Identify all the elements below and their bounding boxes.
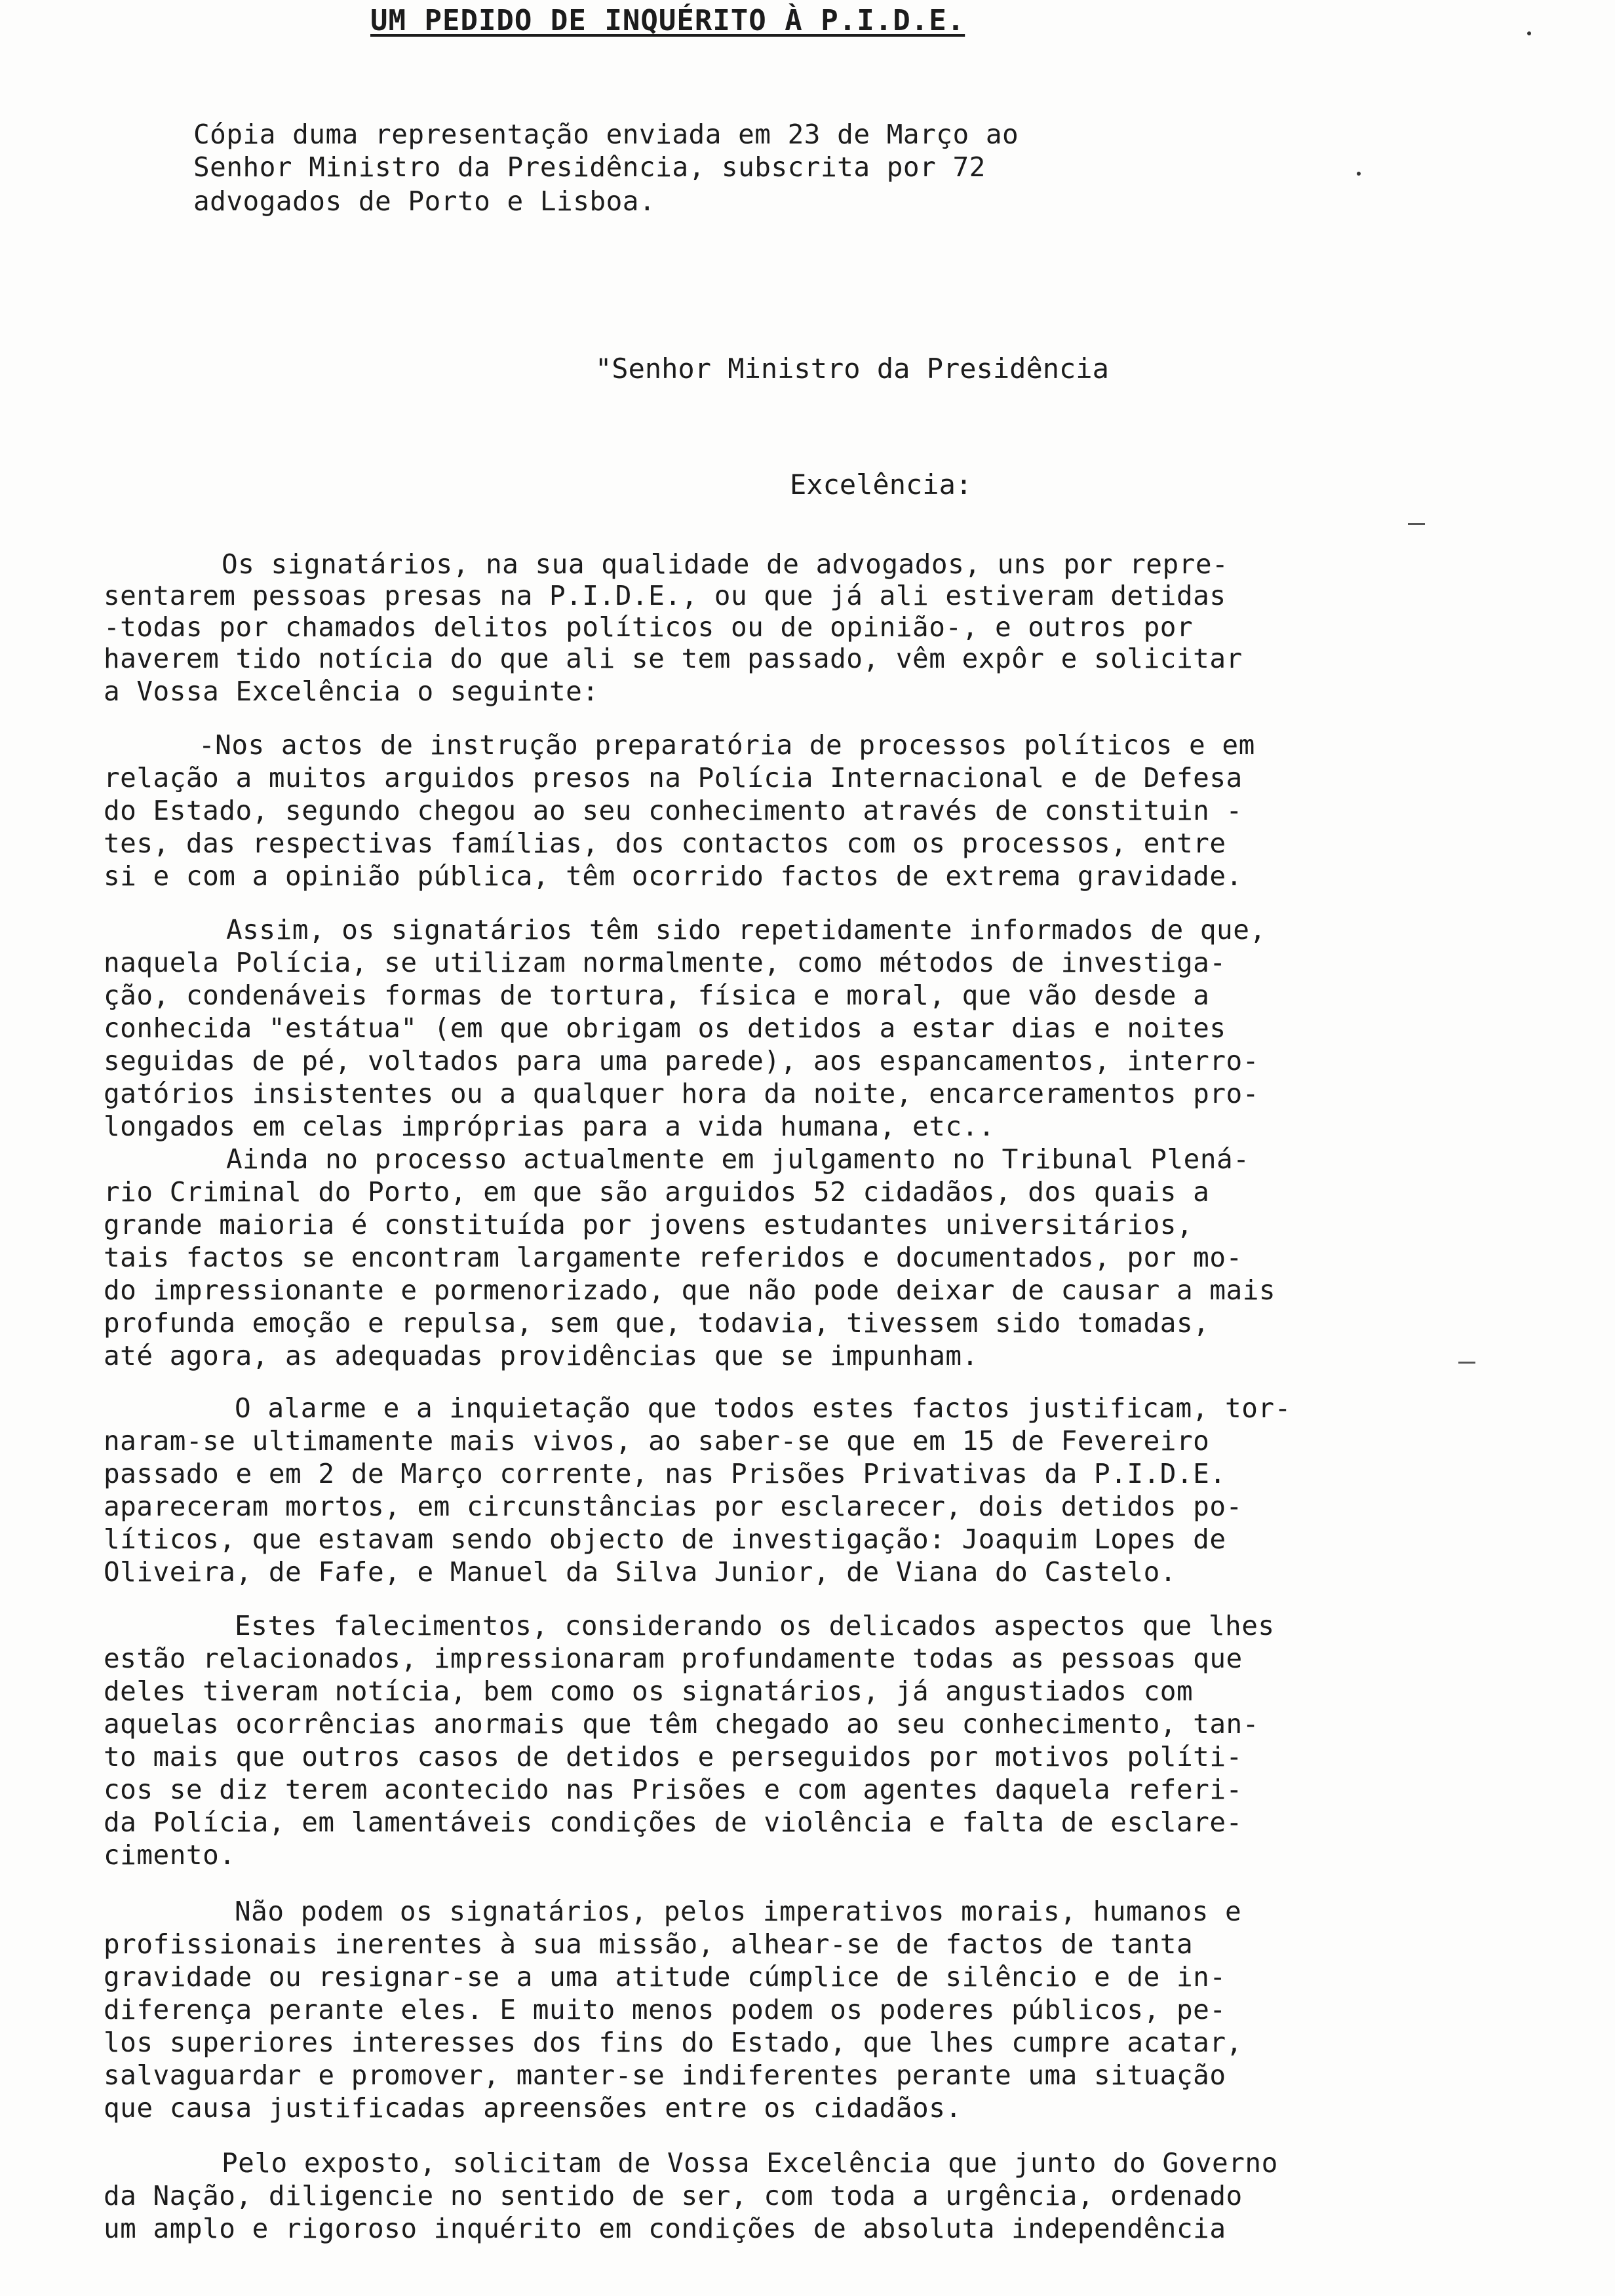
body-line: Ainda no processo actualmente em julgamento no Tribunal Plená-: [226, 1143, 1250, 1175]
intro-line: Senhor Ministro da Presidência, subscrita por 72: [193, 151, 986, 183]
body-line: profissionais inerentes à sua missão, alhear-se de factos de tanta: [104, 1928, 1194, 1960]
body-line: conhecida "estátua" (em que obrigam os detidos a estar dias e noites: [104, 1012, 1226, 1044]
body-line: naram-se ultimamente mais vivos, ao saber-se que em 15 de Fevereiro: [104, 1425, 1210, 1457]
body-line: grande maioria é constituída por jovens estudantes universitários,: [104, 1209, 1194, 1240]
body-line: do Estado, segundo chegou ao seu conhecimento através de constituin -: [104, 795, 1243, 826]
body-line: -Nos actos de instrução preparatória de processos políticos e em: [199, 729, 1255, 761]
body-line: tes, das respectivas famílias, dos contactos com os processos, entre: [104, 828, 1226, 859]
body-line: gravidade ou resignar-se a uma atitude cúmplice de silêncio e de in-: [104, 1961, 1226, 1993]
body-line: rio Criminal do Porto, em que são arguidos 52 cidadãos, dos quais a: [104, 1176, 1210, 1208]
body-line: até agora, as adequadas providências que se impunham.: [104, 1340, 979, 1371]
document-title: UM PEDIDO DE INQUÉRITO À P.I.D.E.: [370, 4, 965, 37]
body-line: diferença perante eles. E muito menos podem os poderes públicos, pe-: [104, 1994, 1226, 2025]
body-line: um amplo e rigoroso inquérito em condições de absoluta independência: [104, 2213, 1226, 2244]
scan-speck: [1408, 523, 1425, 525]
body-line: tais factos se encontram largamente referidos e documentados, por mo-: [104, 1242, 1243, 1273]
body-line: líticos, que estavam sendo objecto de investigação: Joaquim Lopes de: [104, 1523, 1226, 1555]
body-line: a Vossa Excelência o seguinte:: [104, 676, 599, 707]
body-line: ção, condenáveis formas de tortura, física e moral, que vão desde a: [104, 980, 1210, 1011]
body-line: apareceram mortos, em circunstâncias por esclarecer, dois detidos po-: [104, 1491, 1243, 1522]
body-line: sentarem pessoas presas na P.I.D.E., ou que já ali estiveram detidas: [104, 580, 1226, 611]
body-line: aquelas ocorrências anormais que têm chegado ao seu conhecimento, tan-: [104, 1708, 1259, 1740]
body-line: profunda emoção e repulsa, sem que, todavia, tivessem sido tomadas,: [104, 1307, 1210, 1339]
body-line: Não podem os signatários, pelos imperativos morais, humanos e: [235, 1896, 1242, 1927]
scan-speck: [1458, 1362, 1475, 1364]
scan-speck: [1527, 31, 1531, 35]
body-line: naquela Polícia, se utilizam normalmente, como métodos de investiga-: [104, 947, 1226, 978]
salutation: "Senhor Ministro da Presidência: [595, 353, 1109, 385]
body-line: cimento.: [104, 1839, 236, 1871]
intro-line: Cópia duma representação enviada em 23 de Março ao: [193, 119, 1019, 150]
body-line: O alarme e a inquietação que todos estes factos justificam, tor-: [235, 1392, 1291, 1424]
intro-line: advogados de Porto e Lisboa.: [193, 185, 656, 217]
body-line: estão relacionados, impressionaram profundamente todas as pessoas que: [104, 1643, 1243, 1674]
body-line: salvaguardar e promover, manter-se indiferentes perante uma situação: [104, 2059, 1226, 2091]
body-line: -todas por chamados delitos políticos ou de opinião-, e outros por: [104, 611, 1194, 643]
body-line: que causa justificadas apreensões entre os cidadãos.: [104, 2092, 962, 2124]
body-line: da Polícia, em lamentáveis condições de violência e falta de esclare-: [104, 1807, 1243, 1838]
body-line: Estes falecimentos, considerando os delicados aspectos que lhes: [235, 1610, 1275, 1641]
body-line: longados em celas impróprias para a vida humana, etc..: [104, 1111, 995, 1142]
body-line: to mais que outros casos de detidos e perseguidos por motivos políti-: [104, 1741, 1243, 1772]
body-line: passado e em 2 de Março corrente, nas Prisões Privativas da P.I.D.E.: [104, 1458, 1226, 1489]
body-line: relação a muitos arguidos presos na Polícia Internacional e de Defesa: [104, 762, 1243, 794]
body-line: Pelo exposto, solicitam de Vossa Excelência que junto do Governo: [222, 2147, 1278, 2179]
greeting: Excelência:: [790, 469, 973, 501]
body-line: seguidas de pé, voltados para uma parede), aos espancamentos, interro-: [104, 1045, 1259, 1077]
body-line: Assim, os signatários têm sido repetidamente informados de que,: [226, 914, 1266, 946]
body-line: haverem tido notícia do que ali se tem passado, vêm expôr e solicitar: [104, 643, 1243, 674]
body-line: los superiores interesses dos fins do Estado, que lhes cumpre acatar,: [104, 2027, 1243, 2058]
body-line: cos se diz terem acontecido nas Prisões e com agentes daquela referi-: [104, 1774, 1243, 1805]
body-line: si e com a opinião pública, têm ocorrido factos de extrema gravidade.: [104, 860, 1243, 892]
body-line: do impressionante e pormenorizado, que não pode deixar de causar a mais: [104, 1274, 1276, 1306]
body-line: deles tiveram notícia, bem como os signatários, já angustiados com: [104, 1675, 1194, 1707]
body-line: gatórios insistentes ou a qualquer hora da noite, encarceramentos pro-: [104, 1078, 1259, 1109]
body-line: Os signatários, na sua qualidade de advogados, uns por repre-: [222, 548, 1229, 580]
body-line: da Nação, diligencie no sentido de ser, com toda a urgência, ordenado: [104, 2180, 1243, 2211]
scan-speck: [1357, 172, 1361, 176]
body-line: Oliveira, de Fafe, e Manuel da Silva Junior, de Viana do Castelo.: [104, 1556, 1177, 1588]
